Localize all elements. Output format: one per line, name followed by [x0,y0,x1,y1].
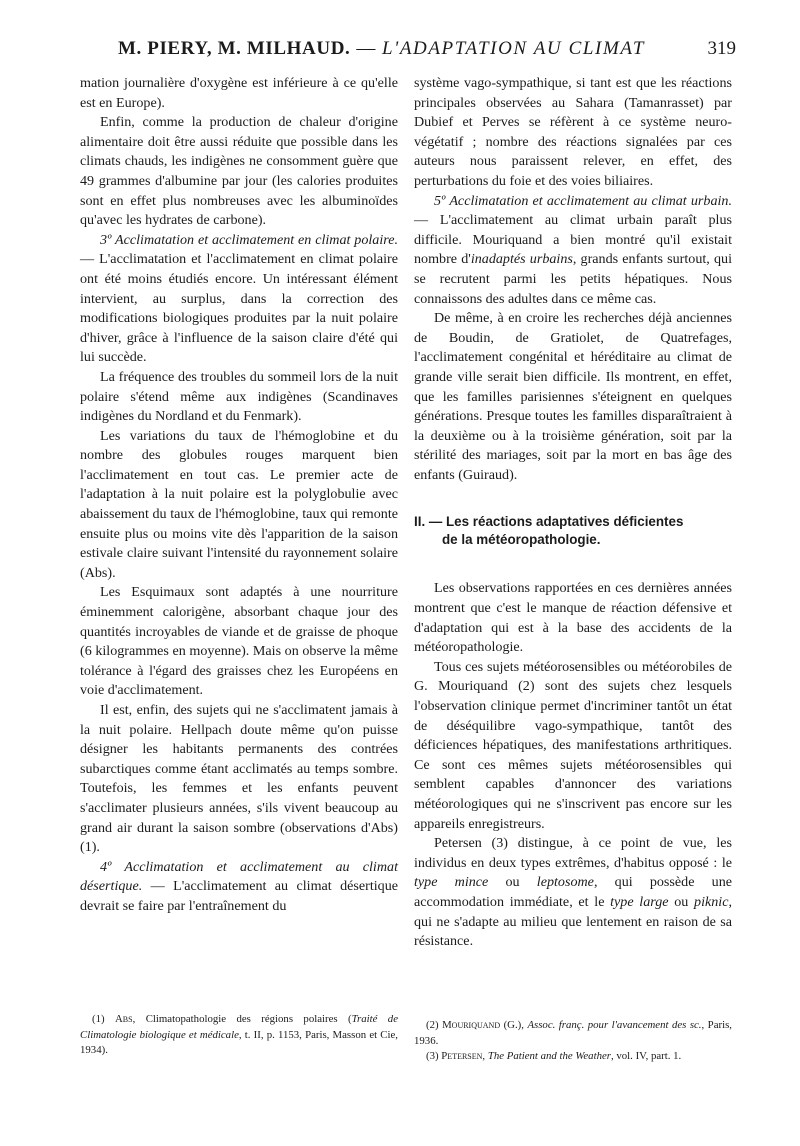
footnote-text: (G.), [500,1019,528,1031]
footnote-marker: (1) [92,1013,115,1025]
footnote-title: Traité de Climatologie biologique et médicale [80,1013,398,1041]
footnote-text: , t. II, p. 1153, Paris, Masson et Cie, 1934). [80,1028,398,1056]
section-heading [414,513,732,549]
footnote-text: , vol. IV, part. 1. [610,1050,682,1062]
right-column [414,74,732,952]
emphasis: inadaptés urbains [470,251,573,268]
paragraph: Les observations rapportées en ces dernières années montrent que c'est le manque de réaction défensive et d'adaptation qui est à la base des accidents de la météoropathologie. [414,580,732,656]
paragraph: mation journalière d'oxygène est inférieure à ce qu'elle est en Europe). [80,75,398,111]
paragraph-text: — L'acclimatement au climat désertique devrait se faire par l'entraînement du [80,878,398,914]
footnote-text: , [482,1050,488,1062]
footnote-author: Abs [115,1013,133,1025]
paragraph: Il est, enfin, des sujets qui ne s'acclimatent jamais à la nuit polaire. Hellpach doute même qu'on puisse désigner les habitants permanents des contrées subarctiques comme étant acclimatés au temps sombre. Toutefois, les femmes et les enfants peuvent s'acclimater plusieurs années, s'ils vivent beaucoup au grand air durant la saison sombre (observations d'Abs) (1). [80,702,398,856]
paragraph-text: — L'acclimatation et l'acclimatement en climat polaire ont été moins étudiés encore. Un intéressant élément intervient, au surplus, dans la correction des modifications biologiques produites par la nuit polaire d'hiver, grâce à l'influence de la saison claire d'été qui lui succède. [80,251,398,366]
footnote-title: Assoc. franç. pour l'avancement des sc. [527,1019,702,1031]
footnote [414,1049,732,1065]
subsection-heading: 4º Acclimatation et acclimatement au climat désertique. [80,858,398,895]
emphasis: piknic [694,893,729,910]
footnotes-right [414,1018,732,1065]
subsection-heading: 5º Acclimatation et acclimatement au climat urbain. [434,192,732,209]
footnote-marker: (3) [426,1050,442,1062]
footnote-text: , Climatopathologie des régions polaires ( [132,1013,352,1025]
running-header [78,38,738,68]
section-heading-line: II. — Les réactions adaptatives déficientes [414,514,684,530]
page-number: 319 [707,38,736,59]
subsection-heading: 3º Acclimatation et acclimatement en climat polaire. [100,231,398,248]
footnote-author: Mouriquand [442,1019,501,1031]
section-heading-line: de la météoropathologie. [442,532,601,548]
paragraph: La fréquence des troubles du sommeil lors de la nuit polaire s'étend même aux indigènes (Scandinaves indigènes du Nordland et du Fenmark). [80,368,398,425]
footnote [414,1018,732,1049]
running-title [118,38,645,60]
paragraph-text: — L'acclimatement au climat urbain paraît plus difficile. Mouriquand a bien montré qu'il existait nombre d' [414,212,732,268]
footnotes-left [80,1012,398,1059]
header-authors: M. PIERY, M. MILHAUD. [118,38,351,59]
paragraph-text: , qui ne s'adapte au milieu que lentement en raison de sa résistance. [414,893,732,950]
paragraph: Enfin, comme la production de chaleur d'origine alimentaire doit être aussi réduite que possible dans les climats chauds, les indigènes ne consomment guère que 49 grammes d'albumine par jour (les calories produites sont en effet plus nombreuses avec les albuminoïdes qu'avec les hydrates de carbone). [80,114,398,229]
paragraph [80,858,398,917]
paragraph [414,834,732,952]
header-dash: — [356,38,376,59]
footnote-text: , Paris, 1936. [414,1019,732,1047]
footnote [80,1012,398,1059]
paragraph-text: Petersen (3) distingue, à ce point de vue, les individus en deux types extrêmes, d'habitus opposé : le [414,835,732,871]
emphasis: leptosome [536,874,594,891]
paragraph: Les Esquimaux sont adaptés à une nourriture éminemment calorigène, absorbant chaque jour des quantités incroyables de viande et de graisse de phoque (6 kilogrammes en moyenne). Mais on observe la même tolérance à l'égard des graisses chez les Européens en voie d'acclimatement. [80,584,398,699]
footnote-title: The Patient and the Weather [487,1050,611,1062]
paragraph [414,192,732,310]
paragraph-text: ou [488,874,537,891]
paragraph-text: , qui possède une accommodation immédiate, et le [414,874,732,910]
paragraph [80,231,398,368]
emphasis: type large [610,893,669,910]
paragraph: Les variations du taux de l'hémoglobine et du nombre des globules rouges marquent bien l'acclimatement en tout cas. Le premier acte de l'adaptation à la nuit polaire est la polyglobulie avec abaissement du taux de l'hémoglobine, taux qui remonte ensuite plus ou moins vite dès l'apparition de la saison estivale claire suivant l'intensité du rayonnement solaire (Abs). [80,427,398,581]
paragraph: Tous ces sujets météorosensibles ou météorobiles de G. Mouriquand (2) sont des sujets chez lesquels l'observation clinique permet d'incriminer tantôt un état de déséquilibre vago-sympathique, tantôt des déficiences hépatiques, des manifestations arthritiques. Ce sont ces mêmes sujets météorosensibles qui semblent capables d'annoncer des variations météorologiques qui ne s'inscrivent pas encore sur les appareils enregistreurs. [414,658,732,832]
paragraph: De même, à en croire les recherches déjà anciennes de Boudin, de Gratiolet, de Quatrefages, l'acclimatement congénital et héréditaire au climat de grande ville serait bien difficile. Ils montrent, en effet, que les familles parisiennes s'éteignent en quelques générations. Presque toutes les familles disparaîtraient à la deuxième ou à la troisième génération, soit par la stérilité des mariages, soit par la mort en bas âge des enfants (Guiraud). [414,310,732,483]
footnote-marker: (2) [426,1019,443,1031]
emphasis: type mince [414,874,489,891]
paragraph-text: , grands enfants surtout, qui se recrutent parmi les petits hépatiques. Nous connaissons des adultes dans ce même cas. [414,251,732,307]
paragraph-text: ou [668,893,695,910]
paragraph: système vago-sympathique, si tant est que les réactions principales observées au Sahara (Tamanrasset) par Dubief et Perves se réfèrent à ce système neuro-végétatif ; nombre des réactions signalées par ces auteurs nous paraissent relever, en effet, des perturbations du foie et des voies biliaires. [414,75,732,189]
header-subject: L'ADAPTATION AU CLIMAT [381,38,646,59]
left-column [80,74,398,917]
footnote-author: Petersen [441,1050,483,1062]
